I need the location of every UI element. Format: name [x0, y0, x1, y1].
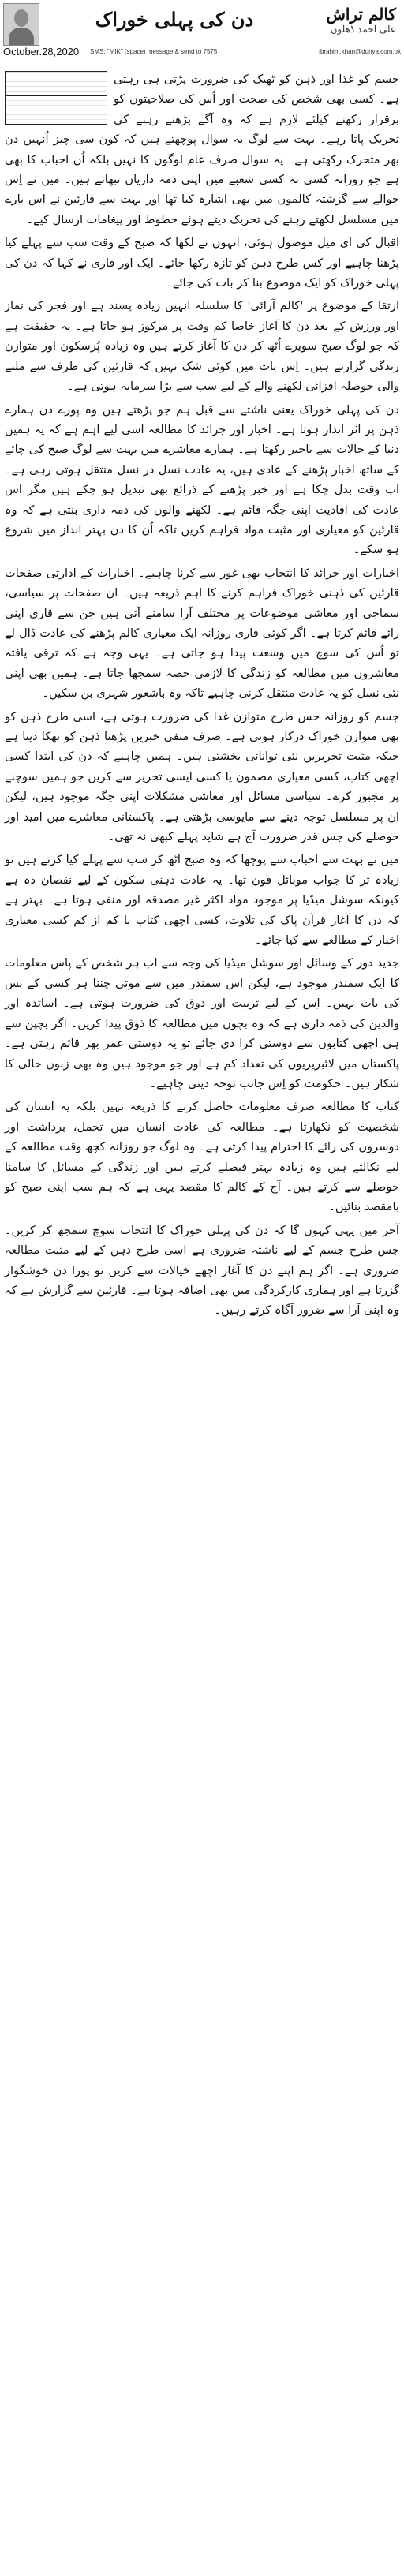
- paragraph: آخر میں یہی کہوں گا کہ دن کی پہلی خوراک کا انتخاب سوچ سمجھ کر کریں۔ جس طرح جسم کے لیے ناشتہ ضروری ہے اسی طرح ذہن کے لیے مثبت مطالعہ ضروری ہے۔ اگر ہم اپنے دن کا آغاز اچھے خیالات سے کریں تو پورا دن خوشگوار گزرتا ہے اور ہماری کارکردگی میں بھی اضافہ ہوتا ہے۔ قارئین سے گزارش ہے کہ وہ اپنی آرا سے ضرور آگاہ کرتے رہیں۔: [5, 1223, 399, 1318]
- paragraph: جسم کو غذا اور ذہن کو ٹھیک کی ضرورت پڑتی ہی رہتی ہے۔ کسی بھی شخص کی صحت اور اُس کی صلاحیتوں کو برقرار رکھنے کیلئے لازم ہے کہ وہ آگے بڑھتے رہنے کی تحریک پاتا رہے۔ بہت سے لوگ یہ سوال پوچھتے ہیں کہ کون سی چیز اُنہیں دن بھر متحرک رکھتی ہے۔ یہ سوال صرف عام لوگوں کا نہیں بلکہ اُن احباب کا بھی ہے جو روزانہ کسی نہ کسی شعبے میں اپنی ذمہ داریاں نبھاتے ہیں۔ میں نے اِس حوالے سے گزشتہ کالموں میں بھی اشارہ کیا تھا اور بہت سے قارئین نے اِس بارے میں مسلسل لکھتے رہنے کی تحریک دیتے ہوئے خطوط اور پیغامات ارسال کیے۔: [5, 73, 399, 226]
- author-name: علی احمد ڈھلوں: [330, 24, 396, 35]
- column-logo: [309, 5, 396, 41]
- paragraph: اخبارات اور جرائد کا انتخاب بھی غور سے کرنا چاہیے۔ اخبارات کے ادارتی صفحات قارئین کی ذہنی خوراک فراہم کرنے کا اہم ذریعہ ہیں۔ ان صفحات پر سیاسی، سماجی اور معاشی موضوعات پر مختلف آرا سامنے آتی ہیں جن سے قاری اپنی رائے قائم کرتا ہے۔ اگر کوئی قاری روزانہ ایک معیاری کالم پڑھنے کی عادت ڈال لے تو اُس کی سوچ میں وسعت پیدا ہو جاتی ہے۔ یہی وجہ ہے کہ ترقی یافتہ معاشروں میں مطالعہ کو زندگی کا لازمی حصہ سمجھا جاتا ہے۔ ہمیں بھی اپنی نئی نسل کو یہ عادت منتقل کرنی چاہیے تاکہ وہ باشعور شہری بن سکیں۔: [5, 566, 399, 701]
- column-header: [0, 0, 404, 63]
- paragraph: کتاب کا مطالعہ صرف معلومات حاصل کرنے کا ذریعہ نہیں بلکہ یہ انسان کی شخصیت کو نکھارتا ہے۔ مطالعہ کی عادت انسان میں تحمل، برداشت اور دوسروں کی رائے کا احترام پیدا کرتی ہے۔ وہ لوگ جو روزانہ کچھ وقت مطالعہ کے لیے نکالتے ہیں وہ زیادہ بہتر فیصلے کرتے ہیں اور زندگی کے مسائل کا سامنا حوصلے سے کرتے ہیں۔ آج کے کالم کا مقصد یہی ہے کہ ہم سب اپنی صبح کو بامقصد بنائیں۔: [5, 1100, 399, 1214]
- paragraph: جسم کو روزانہ جس طرح متوازن غذا کی ضرورت ہوتی ہے، اسی طرح ذہن کو بھی متوازن خوراک درکار ہوتی ہے۔ صرف منفی خبریں پڑھنا ذہن کو تھکا دیتا ہے جبکہ مثبت تحریریں نئی توانائی بخشتی ہیں۔ ہمیں چاہیے کہ دن کی ابتدا کسی اچھی کتاب، کسی معیاری مضمون یا کسی ایسی تحریر سے کریں جو ہمیں سوچنے پر مجبور کرے۔ سیاسی مسائل اور معاشی مشکلات اپنی جگہ موجود ہیں، لیکن ان پر مسلسل توجہ دینے سے مایوسی بڑھتی ہے۔ پاکستانی معاشرے میں امید اور حوصلے کی جس قدر ضرورت آج ہے شاید پہلے کبھی نہ تھی۔: [5, 709, 399, 844]
- inset-bottom-panel: [6, 96, 107, 124]
- inset-top-panel: [6, 72, 107, 96]
- paragraph: جدید دور کے وسائل اور سوشل میڈیا کی وجہ سے اب ہر شخص کے پاس معلومات کا ایک سمندر موجود ہے، لیکن اس سمندر میں سے موتی چننا ہر کسی کے بس کی بات نہیں۔ اِس کے لیے تربیت اور ذوق کی ضرورت ہوتی ہے۔ اساتذہ اور والدین کی ذمہ داری ہے کہ وہ بچوں میں مطالعہ کا ذوق پیدا کریں۔ اگر بچپن سے ہی اچھی کتابوں سے دوستی کرا دی جائے تو یہ دوستی عمر بھر قائم رہتی ہے۔ پاکستان میں لائبریریوں کی تعداد کم ہے اور جو موجود ہیں وہ بھی زبوں حالی کا شکار ہیں۔ حکومت کو اِس جانب توجہ دینی چاہیے۔: [5, 956, 399, 1090]
- photo-body-shape: [9, 28, 34, 46]
- photo-head-shape: [14, 9, 28, 27]
- column-body: [0, 63, 404, 1321]
- paragraph: ارتقا کے موضوع پر 'کالم آرائی' کا سلسلہ انہیں زیادہ پسند ہے اور فجر کی نماز اور ورزش کے بعد دن کا آغاز خاصا کم وقت پر مرکوز ہو جاتا ہے۔ یہ حقیقت ہے کہ جو لوگ صبح سویرے اُٹھ کر دن کا آغاز کرتے ہیں وہ زیادہ پُرسکون اور متوازن زندگی گزارتے ہیں۔ اِس بات میں کوئی شک نہیں کہ قارئین کی طرف سے ملنے والی حوصلہ افزائی لکھنے والے کے لیے سب سے بڑا سرمایہ ہوتی ہے۔: [5, 299, 399, 394]
- paragraph: اقبال کی ای میل موصول ہوئی، انہوں نے لکھا کہ صبح کے وقت سب سے پہلے کیا پڑھنا چاہیے اور کس طرح ذہن کو تازہ رکھا جائے۔ ایک اور قاری نے کہا کہ دن کی پہلی خوراک کو ایک موضوع بنا کر بات کی جائے۔: [5, 236, 399, 290]
- author-photo: [3, 3, 39, 46]
- paragraph: میں نے بہت سے احباب سے پوچھا کہ وہ صبح اٹھ کر سب سے پہلے کیا کرتے ہیں تو زیادہ تر کا جواب موبائل فون تھا۔ یہ عادت ذہنی سکون کے لیے نقصان دہ ہے کیونکہ سوشل میڈیا پر موجود مواد اکثر غیر مصدقہ اور منفی ہوتا ہے۔ بہتر ہے کہ دن کا آغاز قرآن پاک کی تلاوت، کسی اچھی کتاب یا کم از کم کسی معیاری اخبار کے مطالعے سے کیا جائے۔: [5, 853, 399, 948]
- author-email: ibrahim.khan@dunya.com.pk: [319, 48, 401, 55]
- date-row: [3, 44, 401, 62]
- column-logo-title: کالم تراش: [326, 5, 396, 24]
- column-headline: دن کی پہلی خوراک: [95, 8, 254, 31]
- publish-date: October.28,2020: [3, 46, 80, 58]
- paragraph: دن کی پہلی خوراک یعنی ناشتے سے قبل ہم جو پڑھتے ہیں وہ پورے دن ہمارے ذہن پر اثر انداز ہوتا ہے۔ اخبار اور جرائد کا مطالعہ اسی لیے اہم ہے کہ یہ ہمیں دنیا کے حالات سے باخبر رکھتا ہے۔ ہمارے معاشرے میں بہت سے لوگ صبح کی چائے کے ساتھ اخبار پڑھنے کے عادی ہیں، یہ عادت نسل در نسل منتقل ہوتی رہی ہے۔ اب وقت بدل چکا ہے اور خبر پڑھنے کے ذرائع بھی تبدیل ہو چکے ہیں مگر اس عادت کی افادیت اپنی جگہ قائم ہے۔ لکھنے والوں کی ذمہ داری بنتی ہے کہ وہ قارئین کو معیاری اور مثبت مواد فراہم کریں تاکہ اُن کا دن بہتر انداز میں شروع ہو سکے۔: [5, 402, 399, 557]
- inset-box: [5, 71, 107, 125]
- sms-instructions: SMS: "MIK" (space) message & send to 7575: [90, 48, 218, 55]
